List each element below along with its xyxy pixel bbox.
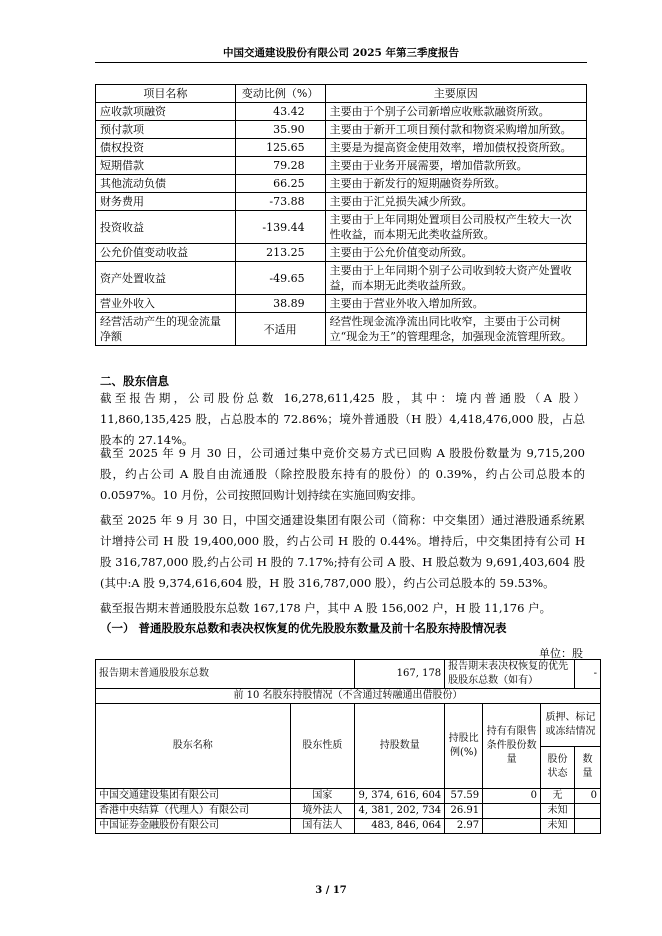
item-name: 资产处置收益 bbox=[96, 262, 236, 295]
change-table-header bbox=[96, 85, 587, 103]
shareholder-status: 未知 bbox=[541, 819, 575, 834]
pref-holders-label: 报告期末表决权恢复的优先股股东总数（如有） bbox=[445, 660, 575, 689]
shareholder-name: 中国交通建设集团有限公司 bbox=[96, 789, 291, 804]
main-reason: 主要由于汇兑损失减少所致。 bbox=[325, 193, 586, 211]
top10-title-row bbox=[96, 689, 601, 704]
change-table-row bbox=[96, 175, 587, 193]
item-name: 财务费用 bbox=[96, 193, 236, 211]
shareholder-qty: 9, 374, 616, 604 bbox=[355, 789, 445, 804]
change-table-row bbox=[96, 313, 587, 346]
para-buyback: 截至 2025 年 9 月 30 日，公司通过集中竞价交易方式已回购 A 股股份数量为 9,715,200 股，约占公司 A 股自由流通股（除控股股东持有的股份）的 0.39%，约占公司总股本的 0.0597%。10 月份，公司按照回购计划持续在实施回购安排。 bbox=[100, 446, 585, 502]
change-ratio: 不适用 bbox=[235, 313, 325, 346]
item-name: 经营活动产生的现金流量净额 bbox=[96, 313, 236, 346]
item-name: 预付款项 bbox=[96, 121, 236, 139]
para-increase-holding: 截至 2025 年 9 月 30 日，中国交通建设集团有限公司（简称：中交集团）通过港股通系统累计增持公司 H 股 19,400,000 股，约占公司 H 股的 0.44%。增持后，中交集团持有公司 H 股 316,787,000 股,约占公司 H 股的 7.17%;持有公司 A 股、H 股总数为 9,691,403,604 股(其中:A 股 9,374,616,604 股，H 股 316,787,000 股），约占公司总股本的 59.53%。 bbox=[100, 513, 585, 590]
main-reason: 主要由于新发行的短期融资券所致。 bbox=[325, 175, 586, 193]
change-table-row bbox=[96, 157, 587, 175]
change-ratio: -139.44 bbox=[235, 211, 325, 244]
change-ratio: 125.65 bbox=[235, 139, 325, 157]
shareholder-restricted: 0 bbox=[483, 789, 541, 804]
item-name: 投资收益 bbox=[96, 211, 236, 244]
total-holders-value: 167, 178 bbox=[355, 660, 445, 689]
shareholder-qty: 483, 846, 064 bbox=[355, 819, 445, 834]
shareholder-pqty: 0 bbox=[574, 789, 600, 804]
change-table-row bbox=[96, 262, 587, 295]
total-holders-label: 报告期末普通股股东总数 bbox=[96, 660, 355, 689]
pref-holders-value: - bbox=[574, 660, 600, 689]
shareholder-restricted bbox=[483, 804, 541, 819]
shareholder-ratio: 26.91 bbox=[445, 804, 483, 819]
main-reason: 主要由于上年同期处置项目公司股权产生较大一次性收益，而本期无此类收益所致。 bbox=[325, 211, 586, 244]
total-holders-row bbox=[96, 660, 601, 689]
change-ratio: 79.28 bbox=[235, 157, 325, 175]
col-holding-qty: 持股数量 bbox=[355, 704, 445, 789]
change-table-row bbox=[96, 121, 587, 139]
shareholder-row bbox=[96, 789, 601, 804]
change-ratio: 43.42 bbox=[235, 103, 325, 121]
main-reason: 主要由于新开工项目预付款和物资采购增加所致。 bbox=[325, 121, 586, 139]
main-reason: 主要由于上年同期个别子公司收到较大资产处置收益，而本期无此类收益所致。 bbox=[325, 262, 586, 295]
shareholder-nature: 境外法人 bbox=[290, 804, 355, 819]
shareholder-status: 未知 bbox=[541, 804, 575, 819]
change-table-row bbox=[96, 244, 587, 262]
shareholder-pqty bbox=[574, 804, 600, 819]
item-name: 其他流动负债 bbox=[96, 175, 236, 193]
shareholder-nature: 国有法人 bbox=[290, 819, 355, 834]
change-table-row bbox=[96, 211, 587, 244]
change-ratio: 38.89 bbox=[235, 295, 325, 313]
shareholder-table bbox=[95, 659, 601, 834]
change-table-row bbox=[96, 193, 587, 211]
shareholder-name: 香港中央结算（代理人）有限公司 bbox=[96, 804, 291, 819]
section-title: 二、股东信息 bbox=[100, 374, 169, 388]
change-table-row bbox=[96, 103, 587, 121]
shareholder-nature: 国家 bbox=[290, 789, 355, 804]
unit-label: 单位：股 bbox=[539, 647, 583, 660]
top10-title: 前 10 名股东持股情况（不含通过转融通出借股份） bbox=[96, 689, 601, 704]
col-holding-ratio: 持股比例(%) bbox=[445, 704, 483, 789]
change-table-row bbox=[96, 139, 587, 157]
shareholder-ratio: 57.59 bbox=[445, 789, 483, 804]
change-ratio: -73.88 bbox=[235, 193, 325, 211]
shareholder-qty: 4, 381, 202, 734 bbox=[355, 804, 445, 819]
change-ratio: -49.65 bbox=[235, 262, 325, 295]
para-holder-count: 截至报告期末普通股股东总数 167,178 户，其中 A 股 156,002 户，H 股 11,176 户。 bbox=[100, 601, 552, 615]
subsection-title: （一） 普通股股东总数和表决权恢复的优先股股东数量及前十名股东持股情况表 bbox=[100, 621, 507, 635]
main-reason: 主要由于公允价值变动所致。 bbox=[325, 244, 586, 262]
item-name: 公允价值变动收益 bbox=[96, 244, 236, 262]
main-reason: 主要是为提高资金使用效率，增加债权投资所致。 bbox=[325, 139, 586, 157]
header-rule bbox=[95, 62, 587, 63]
col-change-ratio: 变动比例（%） bbox=[235, 85, 325, 103]
shareholder-ratio: 2.97 bbox=[445, 819, 483, 834]
col-pledge-status: 质押、标记或冻结情况 bbox=[541, 704, 601, 747]
header-row-1 bbox=[96, 704, 601, 747]
shareholder-name: 中国证券金融股份有限公司 bbox=[96, 819, 291, 834]
col-pledge-qty: 数量 bbox=[574, 746, 600, 789]
col-share-status: 股份状态 bbox=[541, 746, 575, 789]
shareholder-row bbox=[96, 804, 601, 819]
page-number: 3 / 17 bbox=[315, 885, 347, 896]
main-reason: 主要由于个别子公司新增应收账款融资所致。 bbox=[325, 103, 586, 121]
shareholder-status: 无 bbox=[541, 789, 575, 804]
shareholder-pqty bbox=[574, 819, 600, 834]
change-table bbox=[95, 84, 587, 346]
para-share-capital: 截至报告期，公司股份总数 16,278,611,425 股，其中：境内普通股（A 股）11,860,135,425 股，占总股本的 72.86%；境外普通股（H 股）4,418,476,000 股，占总股本的 27.14%。 bbox=[100, 391, 585, 447]
change-ratio: 213.25 bbox=[235, 244, 325, 262]
main-reason: 主要由于业务开展需要，增加借款所致。 bbox=[325, 157, 586, 175]
shareholder-row bbox=[96, 819, 601, 834]
item-name: 应收款项融资 bbox=[96, 103, 236, 121]
col-item-name: 项目名称 bbox=[96, 85, 236, 103]
main-reason: 主要由于营业外收入增加所致。 bbox=[325, 295, 586, 313]
main-reason: 经营性现金流净流出同比收窄，主要由于公司树立“现金为王”的管理理念，加强现金流管理所致。 bbox=[325, 313, 586, 346]
col-holder-nature: 股东性质 bbox=[290, 704, 355, 789]
col-restricted-shares: 持有有限售条件股份数量 bbox=[483, 704, 541, 789]
page-header: 中国交通建设股份有限公司 2025 年第三季度报告 bbox=[222, 47, 460, 59]
change-ratio: 35.90 bbox=[235, 121, 325, 139]
change-ratio: 66.25 bbox=[235, 175, 325, 193]
item-name: 营业外收入 bbox=[96, 295, 236, 313]
col-main-reason: 主要原因 bbox=[325, 85, 586, 103]
item-name: 短期借款 bbox=[96, 157, 236, 175]
shareholder-restricted bbox=[483, 819, 541, 834]
col-holder-name: 股东名称 bbox=[96, 704, 291, 789]
item-name: 债权投资 bbox=[96, 139, 236, 157]
change-table-row bbox=[96, 295, 587, 313]
